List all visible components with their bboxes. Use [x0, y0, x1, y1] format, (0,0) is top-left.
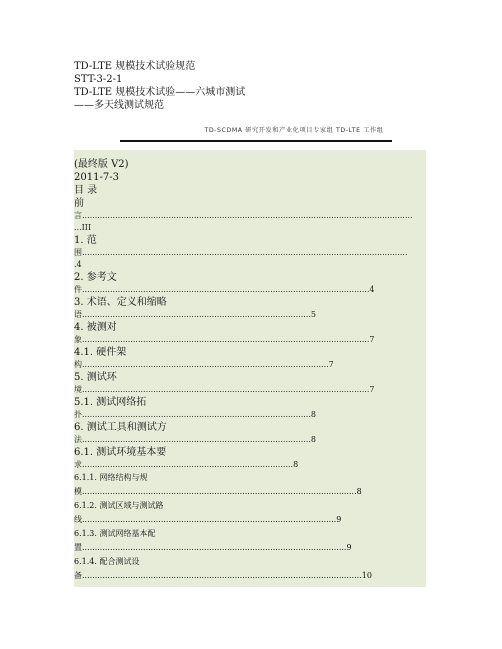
toc-heading: 目 录	[74, 185, 98, 196]
toc-panel	[74, 150, 426, 587]
toc-entry[interactable]: 1. 范 围................................................................................................................................ .4	[74, 235, 408, 269]
toc-entry[interactable]: 5. 测试环 境.................................................................................................................7	[74, 372, 375, 394]
document-page	[74, 60, 426, 587]
toc-subentry[interactable]: 6.1.4. 配合测试设备..............................................................................................................10	[74, 557, 372, 580]
doc-subtitle-2: ——多天线测试规范	[74, 100, 164, 111]
banner-rule	[120, 140, 392, 142]
toc-entry[interactable]: 6. 测试工具和测试方 法..........................................................................................8	[74, 422, 316, 444]
toc-entry[interactable]: 4.1. 硬件架 构.................................................................................................7	[74, 347, 334, 369]
doc-subtitle: TD-LTE 规模技术试验——六城市测试	[74, 87, 246, 98]
title-block	[74, 60, 426, 112]
toc-subentry[interactable]: 6.1.1. 网络结构与规模............................................................................................................8	[74, 473, 362, 496]
doc-title: TD-LTE 规模技术试验规范	[74, 61, 196, 72]
toc-subentry[interactable]: 6.1.2. 测试区域与测试路线....................................................................................................9	[74, 501, 342, 524]
org-banner: TD-SCDMA 研究开发和产业化项目专家组 TD-LTE 工作组	[204, 127, 384, 134]
doc-code: STT-3-2-1	[74, 74, 123, 85]
toc-entry[interactable]: 6.1. 测试环境基本要 求...................................................................................8	[74, 447, 299, 469]
toc-entry[interactable]: 5.1. 测试网络拓 扑..........................................................................................8	[74, 397, 316, 419]
toc-entry[interactable]: 4. 被测对 象.................................................................................................................7	[74, 322, 375, 344]
doc-date: 2011-7-3	[74, 172, 119, 183]
doc-version: (最终版 V2)	[74, 159, 129, 170]
toc-entry[interactable]: 2. 参考文 件.................................................................................................................4	[74, 272, 375, 294]
toc-list	[74, 197, 426, 583]
toc-entry[interactable]: 3. 术语、定义和缩略 语..........................................................................................5	[74, 297, 316, 319]
toc-entry[interactable]: 前 言.................................................................................................................................. ...III	[74, 198, 413, 232]
toc-subentry[interactable]: 6.1.3. 测试网络基本配置........................................................................................................9	[74, 529, 352, 552]
banner-area	[74, 112, 426, 150]
